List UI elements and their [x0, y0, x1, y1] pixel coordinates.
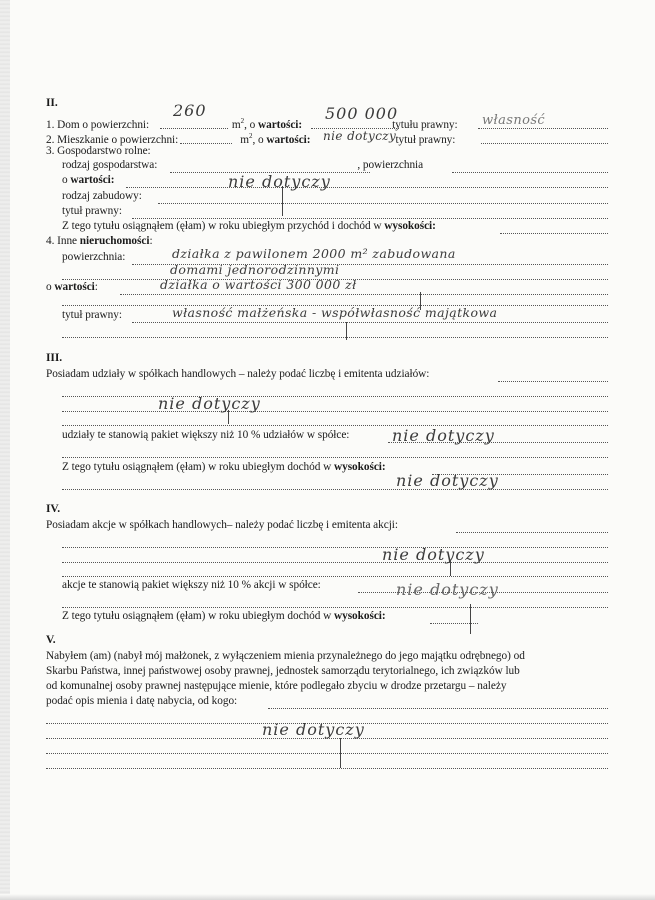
- acquired-dots-4: [46, 752, 608, 754]
- house-line: 1. Dom o powierzchni: $m^2$, o wartości: tytułu prawny:: [46, 117, 458, 131]
- section-ii-heading: II.: [46, 97, 58, 109]
- farm-title-line: tytuł prawny:: [62, 205, 122, 217]
- farm-build-dots: [158, 202, 608, 204]
- acquired-line-1: Nabyłem (am) (nabył mój małżonek, z wyłączeniem mienia przynależnego do jego majątku odrębnego) od: [46, 650, 525, 662]
- flat-line: 2. Mieszkanie o powierzchni: $m^2$, o wartości: tytuł prawny:: [46, 132, 456, 146]
- hw-other-1: działka z pawilonem 2000 m² zabudowana: [172, 246, 456, 261]
- shares-dots-3: [62, 410, 608, 412]
- hw-farm-stroke: [282, 186, 289, 216]
- hw-acquired: nie dotyczy: [262, 720, 365, 739]
- shares-income-dots-2: [62, 488, 608, 490]
- hw-stocks-2: nie dotyczy: [396, 580, 499, 599]
- hw-stocks-1: nie dotyczy: [382, 545, 485, 564]
- farm-income-line: Z tego tytułu osiągnąłem (ęłam) w roku ubiegłym przychód i dochód w wysokości:: [62, 220, 436, 232]
- flat-area-dots: [180, 142, 232, 144]
- flat-title-dots: [481, 142, 608, 144]
- acquired-line-2: Skarbu Państwa, innej państwowej osoby prawnej, jednostek samorządu terytorialnego, ich związków lub: [46, 665, 520, 677]
- farm-build-line: rodzaj zabudowy:: [62, 190, 142, 202]
- other-area-line: powierzchnia:: [62, 251, 126, 263]
- hw-shares-2: nie dotyczy: [392, 426, 495, 445]
- stocks-dots-1: [456, 531, 608, 533]
- shares-stake-dots-2: [62, 456, 608, 458]
- farm-income-dots: [500, 232, 608, 234]
- hw-flat: nie dotyczy: [323, 129, 397, 143]
- scan-edge-shadow: [0, 0, 10, 900]
- section-iv-heading: IV.: [46, 503, 61, 515]
- hw-shares-1: nie dotyczy: [158, 394, 261, 413]
- other-value-dots: [120, 293, 608, 295]
- stocks-line: Posiadam akcje w spółkach handlowych– należy podać liczbę i emitenta akcji:: [46, 519, 398, 531]
- farm-value-line: o wartości:: [62, 174, 115, 186]
- acquired-dots-1: [268, 707, 608, 709]
- stocks-stake-line: akcje te stanowią pakiet większy niż 10 % akcji w spółce:: [62, 579, 321, 591]
- hw-shares-3: nie dotyczy: [396, 471, 499, 490]
- shares-line: Posiadam udziały w spółkach handlowych – należy podać liczbę i emitenta udziałów:: [46, 368, 430, 380]
- other-property-line: 4. Inne nieruchomości:: [46, 235, 153, 247]
- other-title-dots: [132, 321, 608, 323]
- farm-value-dots: [126, 186, 608, 188]
- shares-dots-2: [62, 395, 608, 397]
- shares-dots-1: [498, 380, 608, 382]
- hw-other-2: domami jednorodzinnymi: [170, 262, 340, 277]
- farm-area-dots: [452, 171, 608, 173]
- acquired-line-4: podać opis mienia i datę nabycia, od kogo:: [46, 695, 238, 707]
- shares-stake-line: udziały te stanowią pakiet większy niż 10 % udziałów w spółce:: [62, 429, 350, 441]
- hw-house-value: 500 000: [325, 104, 399, 123]
- section-iii-heading: III.: [46, 352, 63, 364]
- stocks-dots-2: [62, 546, 608, 548]
- shares-income-line: Z tego tytułu osiągnąłem (ęłam) w roku ubiegłym dochód w wysokości:: [62, 461, 386, 473]
- farm-type-line: rodzaj gospodarstwa: , powierzchnia: [62, 159, 424, 171]
- shares-dots-4: [62, 424, 608, 426]
- other-title-line: tytuł prawny:: [62, 309, 122, 321]
- farm-title-dots: [132, 217, 608, 219]
- hw-shares-stroke: [228, 410, 235, 424]
- stocks-dots-3: [62, 561, 608, 563]
- hw-farm: nie dotyczy: [228, 172, 331, 191]
- stocks-dots-4: [62, 575, 608, 577]
- acquired-dots-5: [46, 767, 608, 769]
- stocks-stake-dots-2: [62, 606, 608, 608]
- hw-other-3: działka o wartości 300 000 zł: [160, 277, 357, 292]
- acquired-line-3: od komunalnej osoby prawnej następujące mienie, które podlegało zbyciu w drodze przetargu – należy: [46, 680, 507, 692]
- scan-bottom-edge: [0, 894, 655, 900]
- stocks-income-line: Z tego tytułu osiągnąłem (ęłam) w roku ubiegłym dochód w wysokości:: [62, 610, 386, 622]
- hw-house-area: 260: [173, 101, 207, 120]
- hw-stocks-stroke: [450, 560, 457, 576]
- hw-other-4: własność małżeńska - współwłasność majątkowa: [172, 305, 498, 320]
- section-v-heading: V.: [46, 634, 56, 646]
- hw-stocks-income-stroke: [470, 604, 477, 634]
- house-area-dots: [160, 127, 228, 129]
- hw-house-title: własność: [482, 113, 546, 128]
- other-title-dots-2: [62, 336, 608, 338]
- other-value-line: o wartości:: [46, 281, 98, 293]
- farm-line: 3. Gospodarstwo rolne:: [46, 145, 151, 157]
